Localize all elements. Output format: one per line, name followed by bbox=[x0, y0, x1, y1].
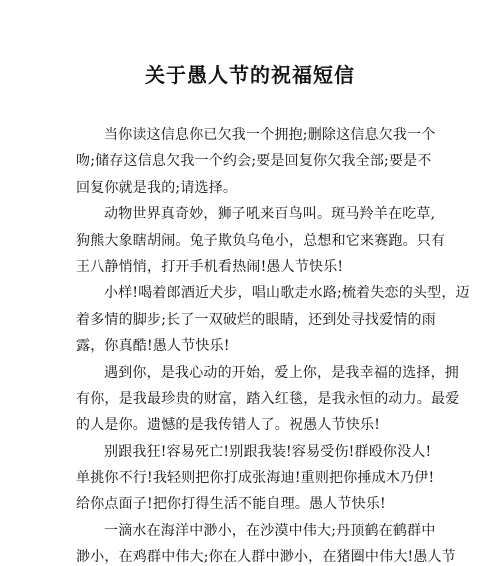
document-title: 关于愚人节的祝福短信 bbox=[145, 63, 355, 87]
paragraph-line: 一滴水在海洋中渺小，在沙漠中伟大;丹顶鹤在鹤群中 bbox=[104, 522, 436, 539]
paragraph-line: 动物世界真奇妙，狮子吼来百鸟叫。斑马羚羊在吃草, bbox=[104, 206, 436, 223]
paragraph-line: 别跟我狂!容易死亡!别跟我装!容易受伤!群殴你没人! bbox=[104, 443, 432, 460]
document-body bbox=[76, 122, 470, 566]
paragraph-line: 王八静悄悄，打开手机看热闹!愚人节快乐! bbox=[76, 258, 344, 275]
paragraph-line: 小样!喝着郎酒近犬步，唱山歌走水路;梳着失恋的头型，迈 bbox=[104, 285, 470, 302]
paragraph-line: 遇到你，是我心动的开始，爱上你，是我幸福的选择，拥 bbox=[104, 364, 459, 381]
paragraph-line: 着多情的脚步;长了一双破烂的眼睛，还到处寻找爱情的雨 bbox=[76, 311, 436, 328]
paragraph-line: 露，你真酷!愚人节快乐! bbox=[76, 338, 230, 355]
paragraph-line: 单挑你不行!我轻则把你打成张海迪!重则把你捶成木乃伊! bbox=[76, 470, 435, 487]
paragraph-line: 吻;储存这信息欠我一个约会;要是回复你欠我全部;要是不 bbox=[76, 153, 432, 170]
paragraph-line: 的人是你。遗憾的是我传错人了。祝愚人节快乐! bbox=[76, 417, 381, 434]
paragraph-line: 有你，是我最珍贵的财富，踏入红毯，是我永恒的动力。最爱 bbox=[76, 390, 460, 407]
paragraph-line: 狗熊大象瞎胡闹。兔子欺负乌龟小，总想和它来赛跑。只有 bbox=[76, 232, 446, 249]
paragraph-line: 回复你就是我的;请选择。 bbox=[76, 179, 238, 196]
paragraph-line: 当你读这信息你已欠我一个拥抱;删除这信息欠我一个 bbox=[104, 127, 436, 143]
paragraph-line: 给你点面子!把你打得生活不能自理。愚人节快乐! bbox=[76, 496, 386, 513]
paragraph-line: 渺小，在鸡群中伟大;你在人群中渺小，在猪圈中伟大!愚人节 bbox=[76, 549, 456, 566]
